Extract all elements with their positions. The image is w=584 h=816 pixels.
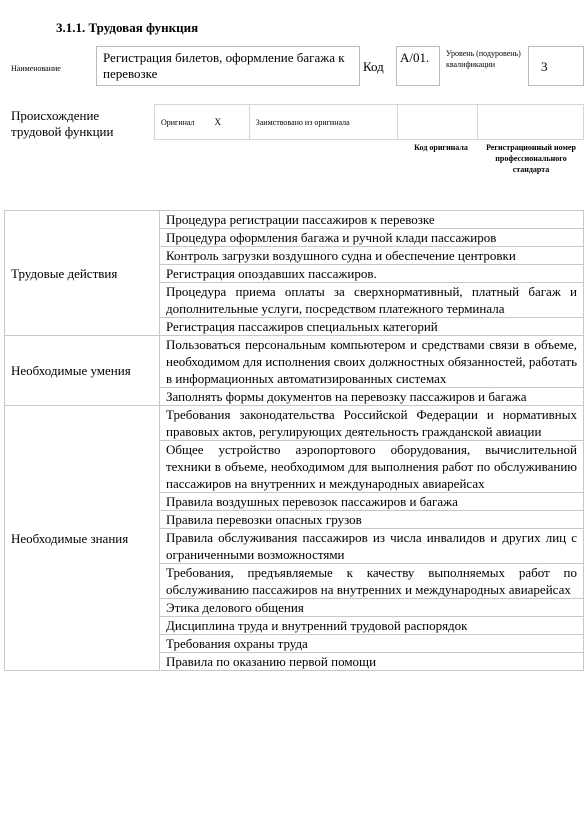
name-label: Наименование <box>11 64 61 73</box>
original-cell <box>155 105 250 140</box>
reg-number-label: Регистрационный номер профессионального стандарта <box>486 143 576 174</box>
list-item: Заполнять формы документов на перевозку пассажиров и багажа <box>160 388 584 406</box>
list-item: Требования законодательства Российской Федерации и нормативных правовых актов, регулирующих деятельность гражданской авиации <box>160 406 584 441</box>
original-mark: X <box>214 117 222 127</box>
list-item: Правила воздушных перевозок пассажиров и багажа <box>160 493 584 511</box>
section-heading: Необходимые умения <box>5 336 160 406</box>
level-field: 3 <box>528 46 584 86</box>
list-item: Требования, предъявляемые к качеству выполняемых работ по обслуживанию пассажиров на внутренних и международных авиарейсах <box>160 564 584 599</box>
code-label: Код <box>363 59 384 74</box>
list-item: Регистрация опоздавших пассажиров. <box>160 265 584 283</box>
code-field: A/01. <box>396 46 440 86</box>
original-label: Оригинал <box>161 118 195 127</box>
list-item: Правила обслуживания пассажиров из числа инвалидов и других лиц с ограниченными возможностями <box>160 529 584 564</box>
level-label: Уровень (подуровень) квалификации <box>446 49 521 69</box>
list-item: Правила перевозки опасных грузов <box>160 511 584 529</box>
list-item: Контроль загрузки воздушного судна и обеспечение центровки <box>160 247 584 265</box>
table-row <box>5 211 584 229</box>
list-item: Регистрация пассажиров специальных категорий <box>160 318 584 336</box>
function-header <box>6 46 584 88</box>
section-title: 3.1.1. Трудовая функция <box>56 20 199 35</box>
function-name-field: Регистрация билетов, оформление багажа к перевозке <box>96 46 360 86</box>
code-original-label: Код оригинала <box>414 143 468 152</box>
table-row <box>5 406 584 441</box>
reg-number-cell <box>478 105 584 140</box>
list-item: Процедура приема оплаты за сверхнормативный, платный багаж и дополнительные услуги, посредством платежного терминала <box>160 283 584 318</box>
origin-label: Происхождение трудовой функции <box>11 108 114 139</box>
code-original-cell <box>397 105 477 140</box>
borrowed-cell <box>249 105 397 140</box>
list-item: Этика делового общения <box>160 599 584 617</box>
section-heading: Необходимые знания <box>5 406 160 671</box>
list-item: Дисциплина труда и внутренний трудовой распорядок <box>160 617 584 635</box>
list-item: Общее устройство аэропортового оборудования, вычислительной техники в объеме, необходимом для выполнения работ по обслуживанию пассажиров на внутренних и международных авиарейсах <box>160 441 584 493</box>
list-item: Пользоваться персональным компьютером и средствами связи в объеме, необходимом для исполнения своих должностных обязанностей, работать в информационных автоматизированных системах <box>160 336 584 388</box>
list-item: Процедура оформления багажа и ручной клади пассажиров <box>160 229 584 247</box>
table-row <box>5 336 584 388</box>
list-item: Требования охраны труда <box>160 635 584 653</box>
origin-table <box>154 104 584 140</box>
list-item: Процедура регистрации пассажиров к перевозке <box>160 211 584 229</box>
function-details-table <box>4 210 584 671</box>
section-heading: Трудовые действия <box>5 211 160 336</box>
list-item: Правила по оказанию первой помощи <box>160 653 584 671</box>
borrowed-label: Заимствовано из оригинала <box>255 117 350 127</box>
